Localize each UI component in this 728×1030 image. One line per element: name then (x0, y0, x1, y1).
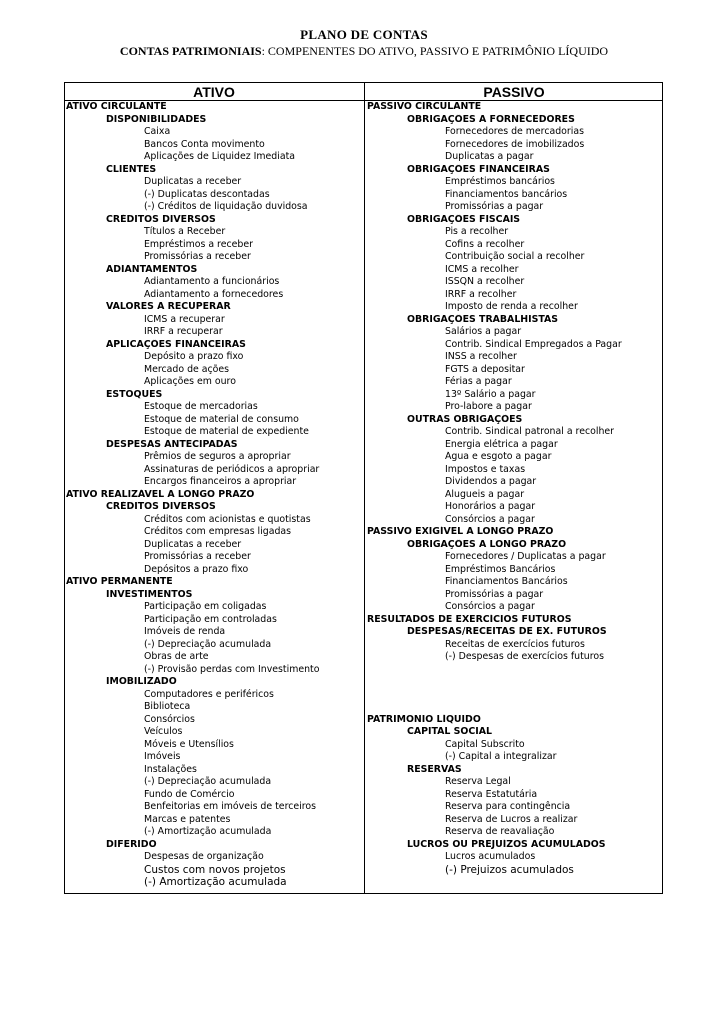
ativo-account-item: Veículos (144, 726, 183, 737)
ativo-header: ATIVO (193, 84, 235, 100)
passivo-account-item: Alugueis a pagar (445, 488, 525, 500)
ativo-account-item: (-) Depreciação acumulada (144, 638, 272, 650)
passivo-subgroup-heading: OBRIGAÇÕES FINANCEIRAS (407, 163, 550, 175)
ativo-account-item: (-) Duplicatas descontadas (144, 188, 270, 200)
passivo-account-item: Promissórias a pagar (445, 588, 544, 600)
ativo-account-item: Computadores e periféricos (144, 688, 274, 700)
passivo-account-item: FGTS a depositar (445, 363, 525, 375)
subtitle-rest: : COMPENENTES DO ATIVO, PASSIVO E PATRIMÔNIO LÍQUIDO (261, 44, 609, 58)
passivo-account-item: Promissórias a pagar (445, 201, 544, 212)
passivo-account-item: Impostos e taxas (445, 463, 526, 475)
passivo-account-item: Água e esgoto a pagar (445, 451, 552, 462)
ativo-account-item: Instalações (144, 763, 197, 775)
ativo-account-item: Móveis e Utensílios (144, 738, 234, 750)
passivo-subgroup-heading: LUCROS OU PREJUÍZOS ACUMULADOS (407, 838, 606, 850)
passivo-group-heading: RESULTADOS DE EXERCÍCIOS FUTUROS (367, 613, 572, 625)
ativo-account-item: Créditos com empresas ligadas (144, 526, 292, 537)
ativo-subgroup-heading: DIFERIDO (106, 838, 157, 850)
passivo-account-item: Imposto de renda a recolher (445, 301, 578, 312)
ativo-account-item: Mercado de ações (144, 363, 230, 375)
passivo-subgroup-heading: OBRIGAÇÕES A FORNECEDORES (407, 113, 575, 125)
ativo-account-item: Custos com novos projetos (144, 863, 286, 876)
passivo-account-item: IRRF a recolher (445, 288, 517, 300)
ativo-account-item: Biblioteca (144, 701, 191, 712)
passivo-account-item: Pis a recolher (445, 226, 509, 237)
passivo-subgroup-heading: OBRIGAÇÕES A LONGO PRAZO (407, 538, 567, 550)
passivo-account-item: (-) Despesas de exercícios futuros (445, 651, 604, 662)
passivo-subgroup-heading: OUTRAS OBRIGAÇÕES (407, 413, 523, 425)
ativo-account-item: Obras de arte (144, 651, 209, 662)
ativo-subgroup-heading: CRÉDITOS DIVERSOS (106, 213, 216, 225)
passivo-account-item: Salários a pagar (445, 326, 522, 337)
passivo-account-item: (-) Capital a integralizar (445, 751, 557, 762)
passivo-account-item: Consórcios a pagar (445, 601, 535, 612)
passivo-account-item: Honorários a pagar (445, 501, 536, 512)
ativo-subgroup-heading: APLICAÇÕES FINANCEIRAS (106, 338, 246, 350)
ativo-account-item: Depósitos a prazo fixo (144, 563, 249, 575)
ativo-account-item: ICMS a recuperar (144, 313, 225, 325)
ativo-account-item: Imóveis de renda (144, 626, 226, 637)
ativo-account-item: Encargos financeiros a apropriar (144, 476, 297, 487)
passivo-account-item: Reserva para contingência (445, 801, 571, 812)
passivo-account-item: Duplicatas a pagar (445, 151, 534, 162)
passivo-subgroup-heading: RESERVAS (407, 763, 462, 775)
ativo-subgroup-heading: VALORES A RECUPERAR (106, 301, 231, 312)
passivo-blank-row (365, 664, 661, 677)
passivo-account-item: (-) Prejuizos acumulados (445, 863, 574, 876)
passivo-blank-row (365, 701, 661, 714)
passivo-account-item: ISSQN a recolher (445, 276, 525, 287)
ativo-group-heading: ATIVO CIRCULANTE (66, 101, 167, 112)
ativo-column (64, 101, 362, 889)
passivo-account-item: Reserva Legal (445, 776, 511, 787)
ativo-account-item: Estoque de material de consumo (144, 413, 299, 425)
passivo-account-item: Reserva de reavaliação (445, 826, 555, 837)
passivo-account-item: INSS a recolher (445, 351, 517, 362)
passivo-account-item: Financiamentos Bancários (445, 576, 568, 587)
passivo-account-item: Capital Subscrito (445, 738, 525, 750)
ativo-account-item: Marcas e patentes (144, 813, 231, 825)
ativo-account-item: Consórcios (144, 713, 195, 725)
passivo-account-item: Reserva Estatutária (445, 788, 538, 800)
ativo-account-item: Fundo de Comércio (144, 788, 235, 800)
passivo-subgroup-heading: OBRIGAÇÕES FISCAIS (407, 213, 521, 225)
passivo-account-item: Férias a pagar (445, 376, 512, 387)
passivo-account-item: Reserva de Lucros a realizar (445, 813, 578, 825)
ativo-account-item: Promissórias a receber (144, 251, 251, 262)
ativo-account-item: (-) Amortização acumulada (144, 876, 287, 888)
ativo-account-item: Aplicações de Liquidez Imediata (144, 151, 296, 162)
passivo-account-item: ICMS a recolher (445, 263, 519, 275)
passivo-subgroup-heading: CAPITAL SOCIAL (407, 726, 492, 737)
ativo-account-item: (-) Provisão perdas com Investimento (144, 663, 320, 675)
ativo-account-item: Adiantamento a funcionários (144, 276, 280, 287)
passivo-account-item: Contrib. Sindical patronal a recolher (445, 426, 615, 437)
passivo-account-item: Lucros acumulados (445, 851, 536, 862)
passivo-account-item: Fornecedores de mercadorias (445, 126, 585, 137)
passivo-account-item: Contrib. Sindical Empregados a Pagar (445, 338, 622, 350)
passivo-account-item: Dividendos a pagar (445, 476, 537, 487)
ativo-account-item: Adiantamento a fornecedores (144, 288, 284, 300)
ativo-subgroup-heading: IMOBILIZADO (106, 676, 177, 687)
ativo-account-item: Créditos com acionistas e quotistas (144, 513, 311, 525)
subtitle-bold: CONTAS PATRIMONIAIS (119, 44, 262, 58)
ativo-account-item: Prêmios de seguros a apropriar (144, 451, 291, 462)
ativo-subgroup-heading: DESPESAS ANTECIPADAS (106, 438, 238, 450)
passivo-account-item: Fornecedores de imobilizados (445, 138, 585, 150)
ativo-account-item: Duplicatas a receber (144, 538, 242, 550)
ativo-subgroup-heading: CRÉDITOS DIVERSOS (106, 501, 216, 512)
ativo-subgroup-heading: ADIANTAMENTOS (106, 263, 198, 275)
passivo-account-item: Pro-labore a pagar (445, 401, 532, 412)
ativo-account-item: (-) Amortização acumulada (144, 826, 272, 837)
ativo-subgroup-heading: INVESTIMENTOS (106, 588, 193, 600)
ativo-account-item: Caixa (144, 126, 171, 137)
document-title: PLANO DE CONTAS (300, 27, 428, 42)
document-subtitle (0, 44, 728, 59)
passivo-column (365, 101, 661, 876)
ativo-subgroup-heading: ESTOQUES (106, 388, 163, 400)
ativo-account-item: Bancos Conta movimento (144, 138, 265, 150)
passivo-account-item: Fornecedores / Duplicatas a pagar (445, 551, 606, 562)
ativo-account-item: (-) Depreciação acumulada (144, 776, 272, 787)
passivo-group-heading: PATRIMÔNIO LÍQUIDO (367, 713, 481, 725)
ativo-group-heading: ATIVO REALIZÁVEL A LONGO PRAZO (66, 488, 255, 500)
ativo-group-heading: ATIVO PERMANENTE (66, 576, 173, 587)
ativo-subgroup-heading: DISPONIBILIDADES (106, 113, 207, 125)
ativo-account-item: Participação em controladas (144, 613, 277, 625)
passivo-account-item: Financiamentos bancários (445, 188, 568, 200)
passivo-account-item: Empréstimos Bancários (445, 563, 556, 575)
passivo-account-item: Energia elétrica a pagar (445, 438, 558, 450)
ativo-account-item: (-) Créditos de liquidação duvidosa (144, 201, 308, 212)
ativo-account-item: Depósito a prazo fixo (144, 351, 244, 362)
ativo-account-item: Duplicatas a receber (144, 176, 242, 187)
ativo-account-item: Participação em coligadas (144, 601, 267, 612)
ativo-account-item: IRRF a recuperar (144, 326, 223, 337)
passivo-subgroup-heading: DESPESAS/RECEITAS DE EX. FUTUROS (407, 626, 607, 637)
ativo-account-item: Empréstimos a receber (144, 238, 253, 250)
ativo-account-item: Assinaturas de periódicos a apropriar (144, 463, 320, 475)
ativo-account-item: Promissórias a receber (144, 551, 251, 562)
ativo-account-item: Títulos a Receber (144, 226, 226, 237)
passivo-blank-row (365, 676, 661, 689)
passivo-group-heading: PASSIVO CIRCULANTE (367, 101, 482, 112)
ativo-account-item: Imóveis (144, 751, 181, 762)
passivo-account-item: Consórcios a pagar (445, 513, 535, 525)
passivo-header: PASSIVO (483, 84, 545, 100)
ativo-account-item: Despesas de organização (144, 851, 264, 862)
passivo-account-item: 13º Salário a pagar (445, 388, 536, 400)
passivo-account-item: Receitas de exercícios futuros (445, 638, 585, 650)
ativo-account-item: Estoque de material de expediente (144, 426, 309, 437)
ativo-subgroup-heading: CLIENTES (106, 163, 157, 175)
passivo-subgroup-heading: OBRIGAÇÕES TRABALHISTAS (407, 313, 559, 325)
ativo-account-item: Estoque de mercadorias (144, 401, 258, 412)
passivo-account-item: Empréstimos bancários (445, 176, 555, 187)
passivo-account-item: Contribuição social a recolher (445, 251, 585, 262)
ativo-account-item: Benfeitorias em imóveis de terceiros (144, 801, 317, 812)
ativo-account-item: Aplicações em ouro (144, 376, 236, 387)
passivo-group-heading: PASSIVO EXIGÍVEL A LONGO PRAZO (367, 526, 554, 537)
passivo-account-item: Cofins a recolher (445, 238, 525, 250)
passivo-blank-row (365, 689, 661, 702)
